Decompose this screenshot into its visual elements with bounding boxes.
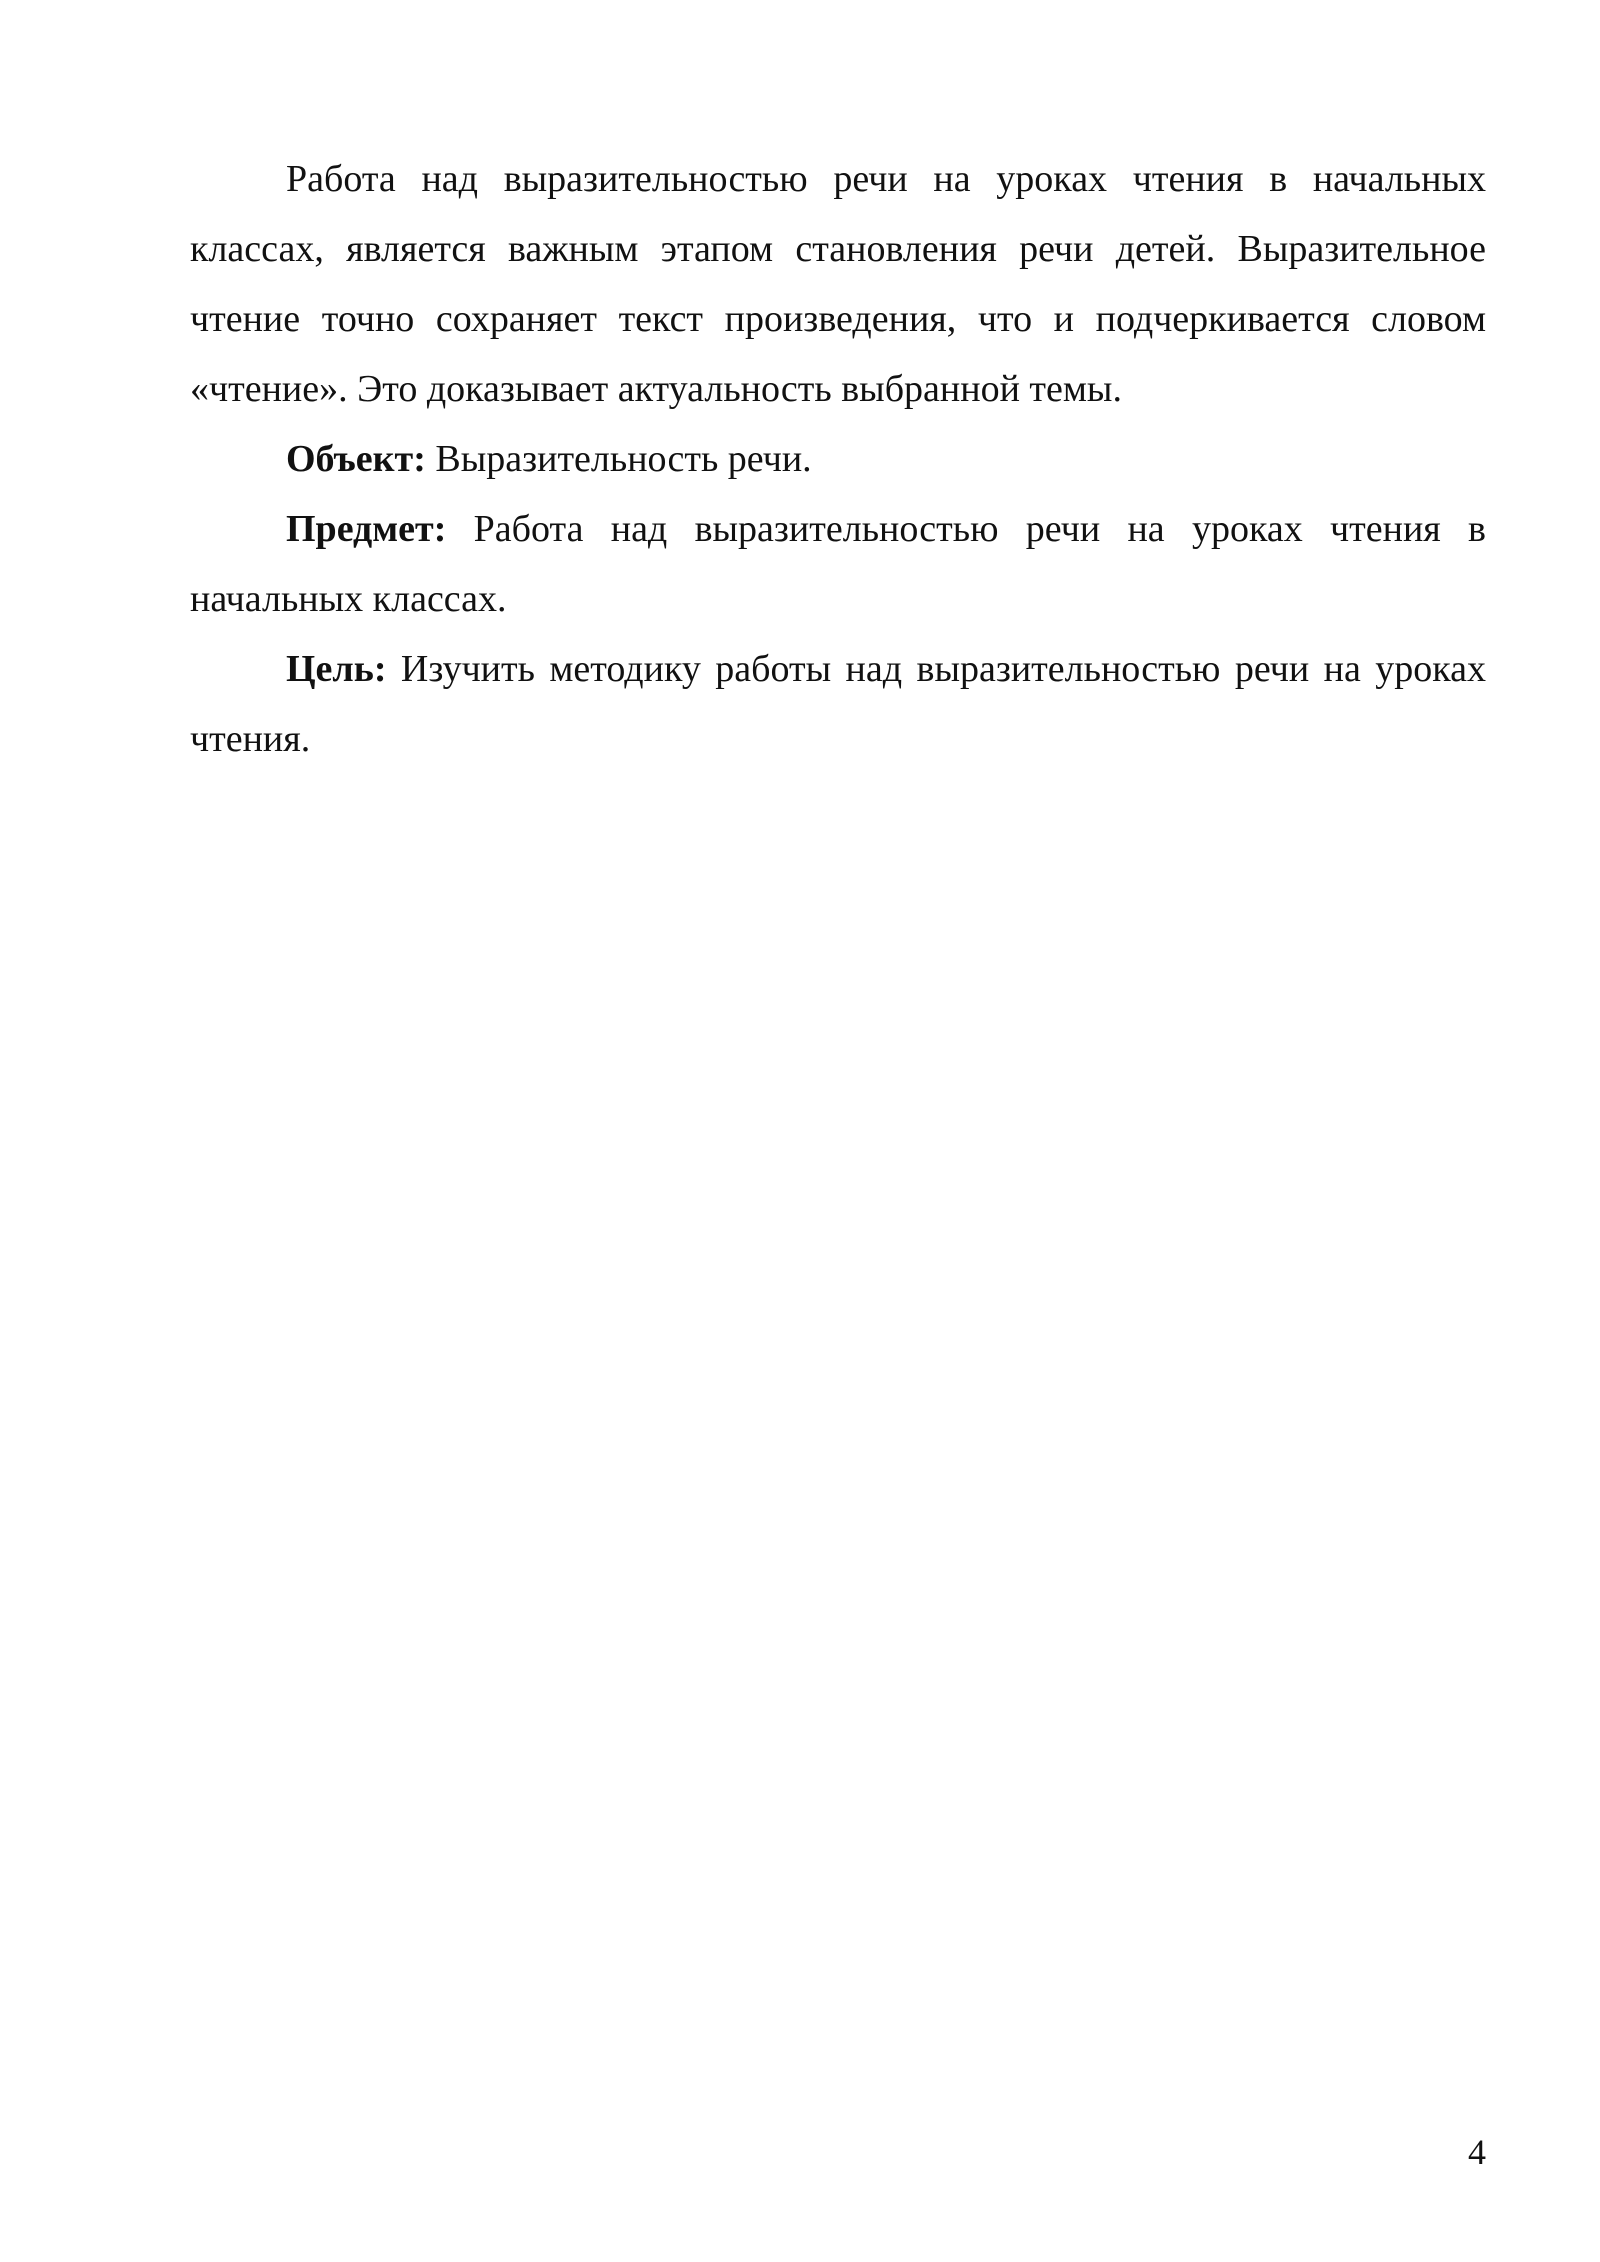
object-text: Выразительность речи. xyxy=(425,438,812,480)
intro-text: Работа над выразительностью речи на уроках чтения в начальных классах, является важным этапом становления речи детей. Выразительное чтение точно сохраняет текст произведения, что и подчеркивается словом «чтение». Это доказывает актуальность выбранной темы. xyxy=(190,158,1486,410)
subject-text: Работа над выразительностью речи на уроках чтения в начальных классах. xyxy=(190,508,1486,620)
intro-paragraph xyxy=(190,144,1486,424)
goal-label: Цель: xyxy=(286,648,387,690)
goal-text: Изучить методику работы над выразительностью речи на уроках чтения. xyxy=(190,648,1486,760)
subject-label: Предмет: xyxy=(286,508,447,550)
document-body xyxy=(190,144,1486,774)
goal-paragraph xyxy=(190,634,1486,774)
subject-paragraph xyxy=(190,494,1486,634)
page-number: 4 xyxy=(1468,2132,1486,2172)
object-paragraph xyxy=(190,424,1486,494)
object-label: Объект: xyxy=(286,438,426,480)
